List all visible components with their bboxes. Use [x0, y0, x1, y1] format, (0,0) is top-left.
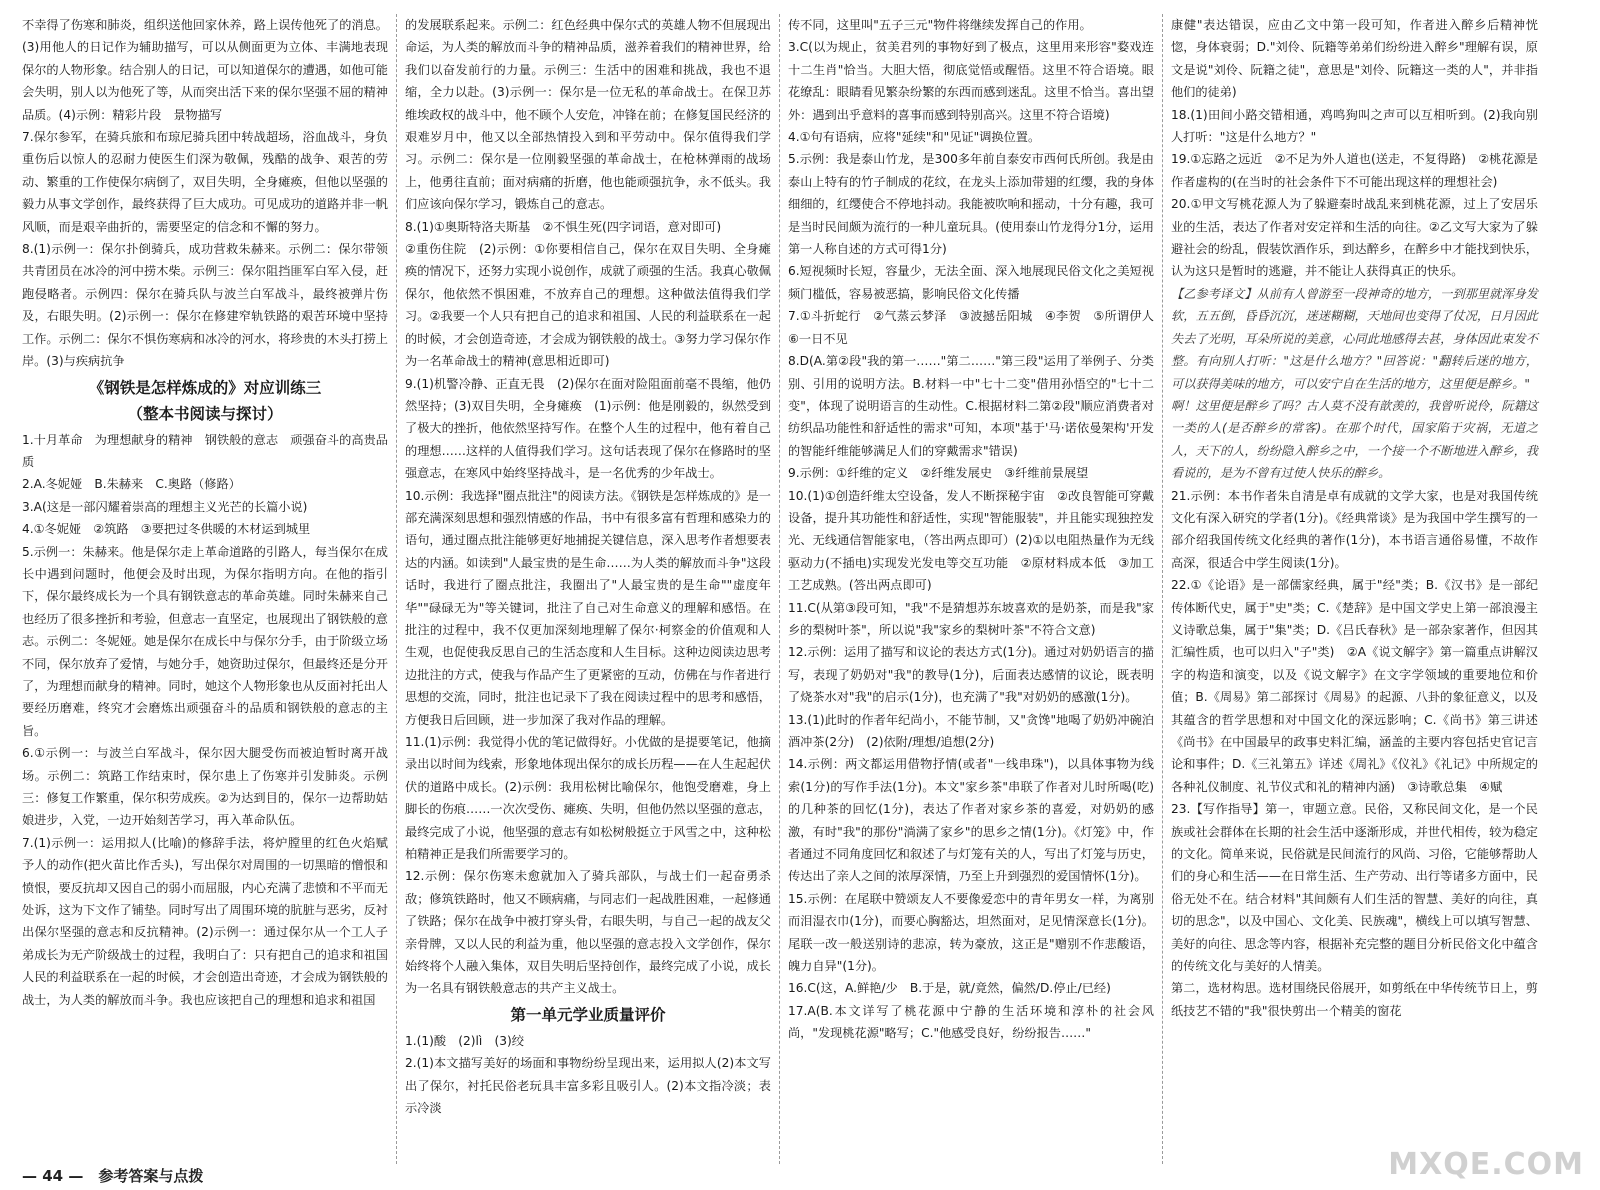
- paragraph: 9.示例：①纤维的定义 ②纤维发展史 ③纤维前景展望: [788, 466, 1089, 481]
- watermark: MXQE.COM: [1388, 1147, 1584, 1182]
- page-footer: — 44 — 参考答案与点拨: [22, 1167, 204, 1185]
- paragraph: 1.(1)酸 (2)lì (3)绞: [405, 1033, 524, 1048]
- column-2: [397, 14, 780, 1164]
- paragraph: 21.示例：本书作者朱自清是卓有成就的文学大家，也是对我国传统文化有深入研究的学者(1分)。《经典常谈》是为我国中学生撰写的一部介绍我国传统文化经典的著作(1分)，本书语言通俗易懂，不故作高深，很适合中学生阅读(1分)。: [1171, 488, 1538, 570]
- paragraph: 8.(1)①奥斯特洛夫斯基 ②不惧生死(四字词语，意对即可): [405, 219, 722, 234]
- paragraph: 12.示例：运用了描写和议论的表达方式(1分)。通过对奶奶语言的描写，表现了奶奶对"我"的教导(1分)，后面表达感情的议论，既表明了烧茶水对"我"的启示(1分)，也充满了"我"对奶奶的感激(1分)。: [788, 645, 1154, 705]
- paragraph: 5.示例一：朱赫来。他是保尔走上革命道路的引路人，每当保尔在成长中遇到问题时，他便会及时出现，为保尔指明方向。在他的指引下，保尔最终成长为一个具有钢铁意志的革命英雄。同时朱赫来自己也经历了很多挫折和考验，但意志一直坚定，也展现出了钢铁般的意志。示例二：冬妮娅。她是保尔在成长中与保尔分手，由于阶级立场不同，保尔放弃了爱情，与她分手，她资助过保尔，但最终还是分开了，为理想而献身的精神。同时，她这个人物形象也从反面衬托出人要经历磨难，终究才会磨炼出顽强奋斗的品质和钢铁般的意志的主旨。: [22, 544, 388, 738]
- paragraph: 17.A(B.本文详写了桃花源中宁静的生活环境和淳朴的社会风尚，"发现桃花源"略写；C."他感受良好，纷纷报告……": [788, 1003, 1154, 1041]
- paragraph: 13.(1)此时的作者年纪尚小，不能节制，又"贪馋"地喝了奶奶冲碗泊酒冲茶(2分) (2)依附/理想/追想(2分): [788, 712, 1154, 749]
- paragraph: 8.(1)示例一：保尔扑倒骑兵，成功营救朱赫来。示例二：保尔带领共青团员在冰冷的河中捞木柴。示例三：保尔阻挡匪军白军入侵，赶跑侵略者。示例四：保尔在骑兵队与波兰白军战斗，最终被弹片伤及，右眼失明。(2)示例一：保尔在修建窄轨铁路的艰苦环境中坚持工作。示例二：保尔不惧伤寒病和冰冷的河水，将珍贵的木头打捞上岸。(3)与疾病抗争: [22, 242, 388, 369]
- paragraph: 7.保尔参军，在骑兵旅和布琼尼骑兵团中转战超场，浴血战斗，身负重伤后以惊人的忍耐力使医生们深为敬佩，残酷的战争、艰苦的劳动、繁重的工作使保尔病倒了，双目失明，全身瘫痪，但他以坚强的毅力从事文学创作，最终获得了巨大成功。可见成功的道路并非一帆风顺，而是艰辛曲折的，需要坚定的信念和不懈的努力。: [22, 130, 388, 234]
- paragraph: 9.(1)机警冷静、正直无畏 (2)保尔在面对险阻面前毫不畏缩，他仍然坚持；(3)双目失明，全身瘫痪 (1)示例：他是刚毅的，纵然受到了极大的挫折，他依然坚持写作。在整个人生的过程中，他有着自己的理想……这样的人值得我们学习。这句话表现了保尔在修路时的坚强意志，在寒风中始终坚持战斗，是一名优秀的少年战士。: [405, 376, 771, 481]
- paragraph: 7.(1)示例一：运用拟人(比喻)的修辞手法，将炉膛里的红色火焰赋予人的动作(把火苗比作舌头)，写出保尔对周围的一切黑暗的憎恨和愤恨，要反抗却又因自己的弱小而屈服，内心充满了悲愤和不平而无处诉，这为下文作了铺垫。同时写出了周围环境的肮脏与恶劣，反衬出保尔坚强的意志和反抗精神。(2)示例一：通过保尔从一个工人子弟成长为无产阶级战士的过程，我明白了：只有把自己的追求和祖国人民的利益联系在一起的时候，才会创造出奇迹，才会成为钢铁般的战士，为人类的解放而斗争。我也应该把自己的理想和追求和祖国: [22, 835, 388, 1007]
- paragraph: 10.(1)①创造纤维太空设备，发人不断探秘宇宙 ②改良智能可穿戴设备，提升其功能性和舒适性，实现"智能服装"，并且能实现独控发光、无线通信智能家电，（答出两点即可）(2)①以电阻热量作为无线驱动力(不插电)实现发光发电等交互功能 ②原材料成本低 ③加工工艺成熟。(答出两点即可): [788, 488, 1154, 593]
- paragraph: 2.A.冬妮娅 B.朱赫来 C.奥路（修路）: [22, 477, 241, 492]
- paragraph: 22.①《论语》是一部儒家经典，属于"经"类；B.《汉书》是一部纪传体断代史，属于"史"类；C.《楚辞》是中国文学史上第一部浪漫主义诗歌总集，属于"集"类；D.《吕氏春秋》是一部杂家著作，但因其汇编性质，也可以归入"子"类) ②A《说文解字》第一篇重点讲解汉字的构造和演变，以及《说文解字》在文字学领域的重要地位和价值；B.《周易》第二部探讨《周易》的起源、八卦的象征意义，以及其蕴含的哲学思想和对中国文化的深远影响；C.《尚书》第三讲述《尚书》在中国最早的政事史料汇编，涵盖的主要内容包括史官记言论和事件；D.《三礼第五》详述《周礼》《仪礼》《礼记》中所规定的各种礼仪制度、礼节仪式和礼的精神内涵) ③诗歌总集 ④赋: [1171, 578, 1538, 794]
- paragraph: 7.①斗折蛇行 ②气蒸云梦泽 ③波撼岳阳城 ④李贺 ⑤所谓伊人 ⑥一日不见: [788, 309, 1167, 346]
- paragraph: 康健"表达错误，应由乙文中第一段可知，作者进入醉乡后精神恍惚，身体衰弱；D."刘伶、阮籍等弟弟们纷纷进入醉乡"理解有误，原文是说"刘伶、阮籍之徒"，意思是"刘伶、阮籍这一类的人"，并非指他们的徒弟): [1171, 18, 1538, 100]
- translation-note: 【乙参考译文】从前有人曾游至一段神奇的地方，一到那里就浑身发软，五五倒，昏昏沉沉，迷迷糊糊，天地间也变得了仗况，日月因此失去了光明，耳朵所说的美意，心同此地感得去甚，身体因此束发不整。有向别人打听："这是什么地方？"回答说："翻转后迷的地方，可以获得美味的地方，可以安宁自在生活的地方，这里便是醉乡。": [1171, 286, 1538, 391]
- column-4: [1163, 14, 1546, 1164]
- paragraph: 15.示例：在尾联中赞颂友人不要像爱恋中的青年男女一样，为离别而泪湿衣巾(1分)，而要心胸豁达，坦然面对，足见情深意长(1分)。尾联一改一般送别诗的悲凉，转为豪放，这正是"赠别不作悲酸语，魄力自异"(1分)。: [788, 891, 1154, 974]
- translation-note: 啊！这里便是醉乡了吗？古人莫不没有歆羡的，我曾听说伶，阮籍这一类的人(是否醉乡的常客)。在那个时代，国家陷于灾祸，无道之人，天下的人，纷纷隐入醉乡之中，一个接一个不断地进入醉乡，我看说的，是为不曾有过使人快乐的醉乡。: [1171, 398, 1538, 481]
- paragraph: 4.①句有语病，应将"延续"和"见证"调换位置。: [788, 130, 1041, 145]
- paragraph: 23.【写作指导】第一，审题立意。民俗，又称民间文化，是一个民族或社会群体在长期的社会生活中逐渐形成，并世代相传，较为稳定的文化。简单来说，民俗就是民间流行的风尚、习俗，它能够帮助人们的身心和生活——在日常生活、生产劳动、出行等诸多方面中，民俗无处不在。结合材料"其间颇有人们生活的智慧、美好的向往，真切的思念"，以及中国心、文化美、民族魂"，横线上可以填写智慧、美好的向往、思念等内容，根据补充完整的题目分析民俗文化中蕴含的传统文化与美好的人情美。: [1171, 802, 1538, 974]
- paragraph: 的发展联系起来。示例二：红色经典中保尔式的英雄人物不但展现出命运，为人类的解放而斗争的精神品质，滋养着我们的精神世界，给我们以奋发前行的力量。示例三：生活中的困难和挑战，我也不退缩，全力以赴。(3)示例一：保尔是一位无私的革命战士。在保卫苏维埃政权的战斗中，他不顾个人安危，冲锋在前；在修复国民经济的艰难岁月中，他又以全部热情投入到和平劳动中。保尔值得我们学习。示例二：保尔是一位刚毅坚强的革命战士，在枪林弹雨的战场上，他勇往直前；面对病痛的折磨，他也能顽强抗争，永不低头。我们应该向保尔学习，锻炼自己的意志。: [405, 18, 771, 212]
- paragraph: 6.短视频时长短，容量少，无法全面、深入地展现民俗文化之美短视频门槛低，容易被恶搞，影响民俗文化传播: [788, 264, 1154, 301]
- paragraph: 11.C(从第③段可知，"我"不是猜想苏东坡喜欢的是奶茶，而是我"家乡的梨树叶茶"，所以说"我"家乡的梨树叶茶"不符合文意): [788, 600, 1154, 637]
- paragraph: 11.(1)示例：我觉得小优的笔记做得好。小优做的是提要笔记，他摘录出以时间为线索，形象地体现出保尔的成长历程——在人生起起伏伏的道路中成长。(2)示例：我用松树比喻保尔，他饱受磨难，身上脚长的伤痕……一次次受伤、瘫痪、失明，但他仍然以坚强的意志，最终完成了小说，他坚强的意志有如松树般挺立于风雪之中，这种松柏精神正是我们所需要学习的。: [405, 735, 771, 862]
- paragraph: 1.十月革命 为理想献身的精神 钢铁般的意志 顽强奋斗的高贵品质: [22, 432, 388, 469]
- paragraph: 3.C(以为规止，贫美君列的事物好到了极点，这里用来形容"婺戏连十二生肖"恰当。大胆大悟，彻底觉悟或醒悟。这里不符合语境。眼花缭乱：眼睛看见繁杂纷繁的东西而感到迷乱。这里不恰当。喜出望外：遇到出乎意料的喜事而感到特别高兴。这里不符合语境): [788, 40, 1154, 122]
- paragraph: 12.示例：保尔伤寒未愈就加入了骑兵部队，与战士们一起奋勇杀敌；修筑铁路时，他又不顾病痛，与同志们一起战胜困难，一起修通了铁路；保尔在战争中被打穿头骨，右眼失明，与自己一起的战友父亲骨牌，又以人民的利益为重，他以坚强的意志投入文学创作，保尔始终将个人融入集体，双目失明后坚持创作，最终完成了小说，成长为一名具有钢铁般意志的共产主义战士。: [405, 869, 771, 996]
- paragraph: 19.①忘路之远近 ②不足为外人道也(送走，不复得路) ②桃花源是作者虚构的(在当时的社会条件下不可能出现这样的理想社会): [1171, 152, 1538, 189]
- section-heading: 第一单元学业质量评价: [510, 1005, 666, 1024]
- paragraph: 5.示例：我是泰山竹龙，是300多年前自泰安市西何氏所创。我是由泰山上特有的竹子制成的花纹，在龙头上添加带翅的红缨，我的身体细细的，红缨使合不停地抖动。我能被吹响和摇动，十分有趣，我可是当时民间颇为流行的一种儿童玩具。(使用泰山竹龙得分1分，运用第一人称自述的方式可得1分): [788, 152, 1154, 257]
- paragraph: 6.①示例一：与波兰白军战斗，保尔因大腿受伤而被迫暂时离开战场。示例二：筑路工作结束时，保尔患上了伤寒并引发肺炎。示例三：修复工作繁重，保尔积劳成疾。②为达到目的，保尔一边帮助姑娘进步，入党，一边开始刻苦学习，再入革命队伍。: [22, 746, 388, 828]
- section-heading: 《钢铁是怎样炼成的》对应训练三 （整本书阅读与探讨）: [88, 378, 322, 423]
- paragraph: 8.D(A.第②段"我的第一……"第二……"第三段"运用了举例子、分类别、引用的说明方法。B.材料一中"七十二变"借用孙悟空的"七十二变"，体现了说明语言的生动性。C.根据材料二第②段"顺应消费者对纺织品功能性和舒适性的需求"可知，本项"基于'马·诺依曼架构'开发的智能纤维能够满足人们的穿戴需求"错误): [788, 354, 1154, 458]
- paragraph: ②重伤住院 (2)示例：①你要相信自己，保尔在双目失明、全身瘫痪的情况下，还努力实现小说创作，成就了顽强的生活。我真心敬佩保尔，他依然不惧困难，不放弃自己的理想。这种做法值得我们学习。②我要一个人只有把自己的追求和祖国、人民的利益联系在一起的时候，才会创造奇迹，才会成为钢铁般的战士。③努力学习保尔作为一名革命战士的精神(意思相近即可): [405, 242, 771, 369]
- paragraph: 不幸得了伤寒和肺炎，组织送他回家休养，路上误传他死了的消息。(3)用他人的日记作为辅助描写，可以从侧面更为立体、丰满地表现保尔的人物形象。结合别人的日记，可以知道保尔的遭遇，如他可能会失明，别人以为他死了等，从而突出活下来的保尔坚强不屈的精神品质。(4)示例：精彩片段 景物描写: [22, 18, 388, 122]
- column-3: [780, 14, 1167, 1164]
- paragraph: 4.①冬妮娅 ②筑路 ③要把过冬供暖的木材运到城里: [22, 522, 311, 537]
- paragraph: 14.示例：两文都运用借物抒情(或者"一线串珠")，以具体事物为线索(1分)的写作手法(1分)。本文"家乡茶"串联了作者对儿时所喝(吃)的几种茶的回忆(1分)，表达了作者对家乡茶的喜爱，对奶奶的感激，有时"我"的那份"淌满了家乡"的思乡之情(1分)。《灯笼》中，作者通过不同角度回忆和叙述了与灯笼有关的人，写出了灯笼与历史，传达出了亲人之间的浓厚深情，乃至上升到强烈的爱国情怀(1分)。: [788, 757, 1154, 884]
- paragraph: 传不同，这里叫"五子三元"物件将继续发挥自己的作用。: [788, 18, 1092, 32]
- paragraph: 20.①甲文写桃花源人为了躲避秦时战乱来到桃花源，过上了安居乐业的生活，表达了作者对安定祥和生活的向往。②乙文写大家为了躲避社会的纷乱，假装饮酒作乐，到达醉乡，在醉乡中才能找到快乐，认为这只是暂时的逃避，并不能让人获得真正的快乐。: [1171, 197, 1538, 279]
- paragraph: 10.示例：我选择"圈点批注"的阅读方法。《钢铁是怎样炼成的》是一部充满深刻思想和强烈情感的作品，书中有很多富有哲理和感染力的语句，通过圈点批注能够更好地捕捉关键信息，深入思考作者想要表达的内涵。如读到"人最宝贵的是生命……为人类的解放而斗争"这段话时，我进行了圈点批注，我圈出了"人最宝贵的是生命""虚度年华""碌碌无为"等关键词，批注了自己对生命意义的理解和感悟。在批注的过程中，我不仅更加深刻地理解了保尔·柯察金的价值观和人生观，也促使我反思自己的生活态度和人生目标。这种边阅读边思考边批注的方式，使我与作品产生了更紧密的互动，仿佛在与作者进行思想的交流，同时，批注也记录下了我在阅读过程中的思考和感悟，方便我日后回顾，进一步加深了我对作品的理解。: [405, 488, 771, 727]
- paragraph: 16.C(这，A.鲜艳/少 B.于是，就/竟然，偏然/D.停止/已经): [788, 981, 1111, 996]
- paragraph: 第二，选材构思。选材围绕民俗展开，如剪纸在中华传统节日上，剪纸技艺不错的"我"很快剪出一个精美的窗花: [1171, 981, 1538, 1018]
- paragraph: 18.(1)田间小路交错相通，鸡鸣狗叫之声可以互相听到。(2)我向别人打听："这是什么地方？": [1171, 107, 1538, 145]
- column-1: [14, 14, 397, 1164]
- page: [14, 14, 1586, 1164]
- paragraph: 3.A(这是一部闪耀着崇高的理想主义光芒的长篇小说): [22, 499, 308, 514]
- paragraph: 2.(1)本文描写美好的场面和事物纷纷呈现出来，运用拟人(2)本文写出了保尔，衬托民俗老玩具丰富多彩且吸引人。(2)本文指冷淡；表示冷淡: [405, 1056, 771, 1116]
